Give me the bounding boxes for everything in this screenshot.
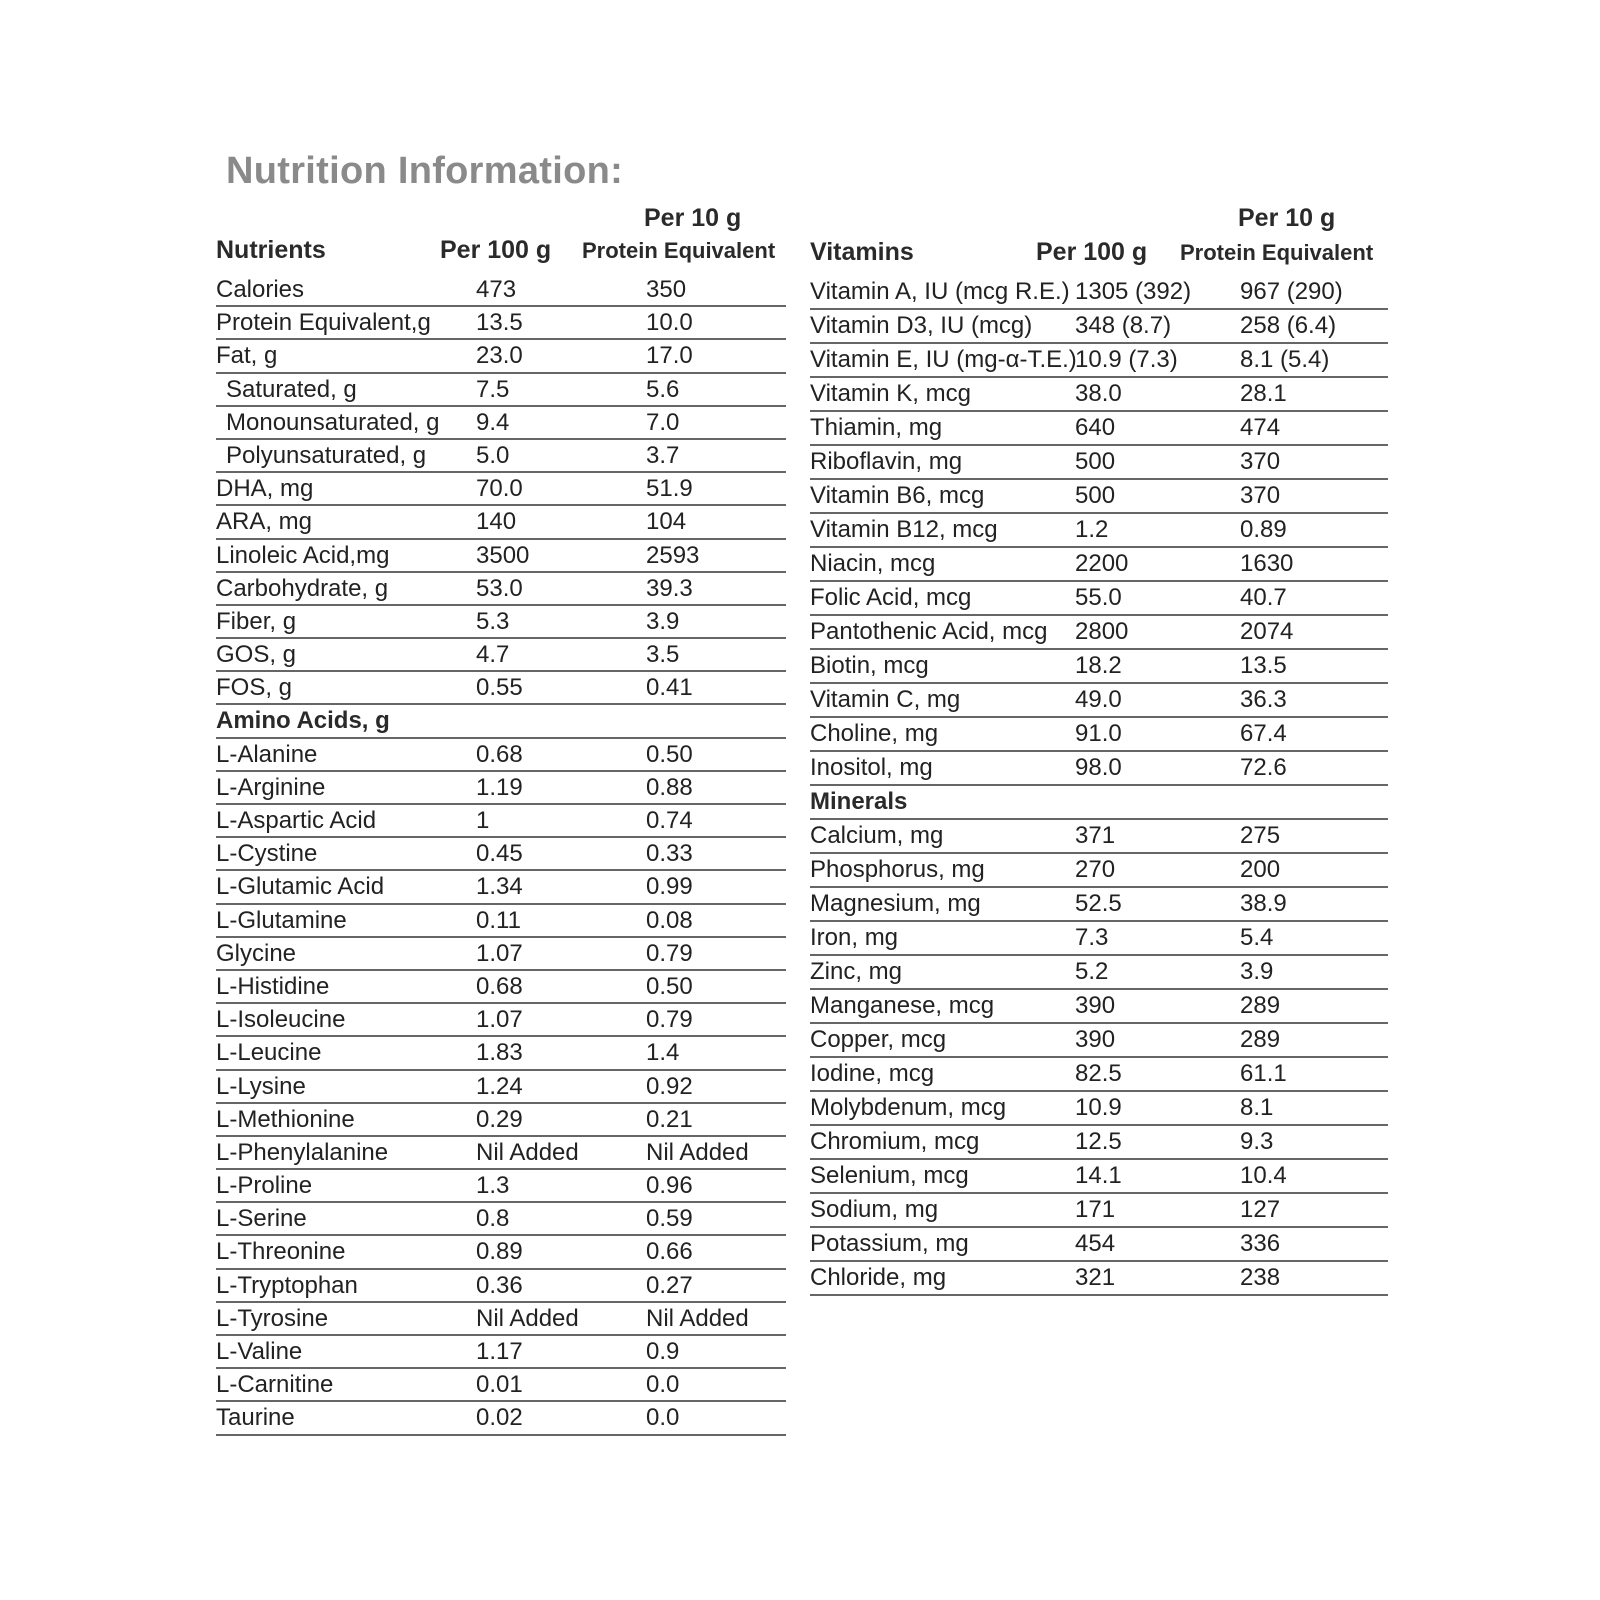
per-10g-value: 1630 [1240,550,1294,577]
table-row [810,412,1388,446]
nutrient-name: L-Cystine [216,840,318,868]
table-row [810,480,1388,514]
per-10g-value: 0.88 [646,773,693,801]
nutrient-name: L-Methionine [216,1105,355,1133]
per-10g-value: 7.0 [646,408,680,436]
nutrient-name: Pantothenic Acid, mcg [810,618,1048,645]
per-10g-value: 0.96 [646,1172,693,1200]
section-label: Minerals [810,788,908,815]
table-row [810,446,1388,480]
table-row [216,606,786,639]
nutrient-name: Iodine, mcg [810,1060,935,1087]
nutrient-name: Chloride, mg [810,1264,947,1291]
section-header-row [810,786,1388,820]
table-row [810,514,1388,548]
nutrient-name: Fat, g [216,342,278,370]
table-row [216,805,786,838]
per-10g-value: 36.3 [1240,686,1287,713]
table-row [810,684,1388,718]
per-10g-value: 38.9 [1240,890,1287,917]
per-100g-value: 140 [476,508,517,536]
per-100g-value: 10.9 (7.3) [1075,346,1178,373]
table-row [810,616,1388,650]
per-10g-value: 0.79 [646,1006,693,1034]
nutrient-name: Vitamin A, IU (mcg R.E.) [810,278,1070,305]
table-row [810,1262,1388,1296]
nutrient-name: L-Isoleucine [216,1006,346,1034]
nutrient-name: L-Lysine [216,1072,306,1100]
per-100g-value: 2800 [1075,618,1129,645]
table-row [810,1126,1388,1160]
table-row [810,582,1388,616]
header-protein-equivalent: Protein Equivalent [1180,240,1374,265]
per-100g-value: 4.7 [476,641,510,669]
per-100g-value: 0.68 [476,972,523,1000]
per-10g-value: 258 (6.4) [1240,312,1337,339]
table-row [216,1170,786,1203]
per-100g-value: 1.07 [476,939,523,967]
nutrient-name: Magnesium, mg [810,890,981,917]
per-10g-value: 9.3 [1240,1128,1274,1155]
nutrient-name: Carbohydrate, g [216,574,389,602]
table-row [810,1160,1388,1194]
per-100g-value: 1.19 [476,773,523,801]
per-100g-value: 0.29 [476,1105,523,1133]
nutrient-name: Vitamin D3, IU (mcg) [810,312,1033,339]
per-10g-value: 3.5 [646,641,680,669]
nutrient-name: Chromium, mcg [810,1128,980,1155]
header-vitamins: Vitamins [810,238,914,266]
per-10g-value: 474 [1240,414,1281,441]
table-row [810,888,1388,922]
per-10g-value: 2593 [646,541,700,569]
nutrient-name: L-Histidine [216,972,330,1000]
per-10g-value: Nil Added [646,1138,749,1166]
table-row [216,905,786,938]
nutrient-name: L-Tyrosine [216,1304,329,1332]
table-row [216,1369,786,1402]
table-row [810,276,1388,310]
nutrient-name: Vitamin K, mcg [810,380,971,407]
per-100g-value: 5.0 [476,441,510,469]
table-row [216,1104,786,1137]
table-row [216,440,786,473]
header-per-100g: Per 100 g [1036,238,1148,266]
per-10g-value: 370 [1240,482,1281,509]
nutrient-name: Polyunsaturated, g [226,441,427,469]
table-row [216,1004,786,1037]
per-100g-value: 5.2 [1075,958,1109,985]
per-100g-value: 640 [1075,414,1116,441]
per-10g-value: Nil Added [646,1304,749,1332]
per-100g-value: 53.0 [476,574,523,602]
table-row [216,340,786,373]
table-row [216,938,786,971]
nutrient-name: L-Leucine [216,1039,322,1067]
nutrient-name: L-Alanine [216,740,318,768]
vitamins-rows [810,276,1388,1296]
per-10g-value: 0.33 [646,840,693,868]
per-100g-value: 371 [1075,822,1116,849]
per-10g-value: 370 [1240,448,1281,475]
nutrient-name: Saturated, g [226,375,357,403]
nutrient-name: L-Valine [216,1338,303,1365]
per-100g-value: 390 [1075,1026,1116,1053]
per-10g-value: 0.41 [646,674,693,702]
per-10g-value: 336 [1240,1230,1281,1257]
nutrient-name: Molybdenum, mcg [810,1094,1007,1121]
per-100g-value: 1.83 [476,1039,523,1067]
nutrient-name: Potassium, mg [810,1230,969,1257]
per-10g-value: 3.9 [1240,958,1274,985]
nutrients-table [216,200,786,1436]
table-row [216,1303,786,1336]
table-row [216,573,786,606]
table-row [216,1203,786,1236]
per-100g-value: 1.17 [476,1338,523,1365]
per-100g-value: 55.0 [1075,584,1122,611]
per-100g-value: 0.89 [476,1238,523,1266]
per-10g-value: 0.74 [646,807,693,834]
per-10g-value: 51.9 [646,475,693,503]
per-10g-value: 967 (290) [1240,278,1343,305]
per-10g-value: 1.4 [646,1039,680,1067]
nutrient-name: Vitamin E, IU (mg-α-T.E.) [810,346,1077,373]
nutrient-name: Selenium, mcg [810,1162,969,1189]
per-10g-value: 0.66 [646,1238,693,1266]
table-row [216,1037,786,1070]
nutrient-name: Fiber, g [216,607,297,635]
per-100g-value: 1305 (392) [1075,278,1192,305]
nutrient-name: Iron, mg [810,924,899,951]
nutrient-name: Sodium, mg [810,1196,939,1223]
per-100g-value: 473 [476,276,517,303]
table-row [810,378,1388,412]
table-row [810,1092,1388,1126]
nutrient-name: L-Phenylalanine [216,1138,389,1166]
per-10g-value: 0.92 [646,1072,693,1100]
per-100g-value: 12.5 [1075,1128,1122,1155]
per-100g-value: 23.0 [476,342,523,370]
per-10g-value: 8.1 (5.4) [1240,346,1330,373]
nutrient-name: FOS, g [216,674,293,702]
table-row [216,307,786,340]
per-100g-value: 5.3 [476,607,510,635]
per-10g-value: 0.21 [646,1105,693,1133]
nutrient-name: L-Carnitine [216,1371,334,1399]
per-10g-value: 3.7 [646,441,680,469]
vitamins-table-header [810,200,1388,276]
per-100g-value: 390 [1075,992,1116,1019]
table-row [810,310,1388,344]
per-10g-value: 104 [646,508,687,536]
table-row [810,854,1388,888]
table-row [216,1270,786,1303]
table-row [216,838,786,871]
per-10g-value: 0.0 [646,1371,680,1399]
per-10g-value: 0.08 [646,906,693,934]
nutrient-name: ARA, mg [216,508,313,536]
per-10g-value: 200 [1240,856,1281,883]
header-protein-equivalent: Protein Equivalent [582,238,776,263]
nutrient-name: Vitamin B6, mcg [810,482,985,509]
table-row [216,1402,786,1435]
per-10g-value: 0.59 [646,1205,693,1233]
table-row [216,506,786,539]
table-row [810,1194,1388,1228]
table-row [216,1137,786,1170]
nutrients-table-header [216,200,786,274]
per-10g-value: 0.89 [1240,516,1287,543]
per-10g-value: 0.27 [646,1271,693,1299]
table-row [216,672,786,705]
per-100g-value: 0.45 [476,840,523,868]
table-row [810,922,1388,956]
nutrient-name: Biotin, mcg [810,652,929,679]
nutrient-name: Thiamin, mg [810,414,943,441]
nutrient-name: Calcium, mg [810,822,944,849]
per-100g-value: 52.5 [1075,890,1122,917]
nutrient-name: L-Serine [216,1205,307,1233]
table-row [216,871,786,904]
per-100g-value: 0.01 [476,1371,523,1399]
per-100g-value: 171 [1075,1196,1116,1223]
table-row [216,407,786,440]
per-100g-value: 1.34 [476,873,523,901]
per-10g-value: 0.0 [646,1404,680,1432]
per-100g-value: 0.36 [476,1271,523,1299]
table-row [216,274,786,307]
per-10g-value: 5.4 [1240,924,1274,951]
per-100g-value: 270 [1075,856,1116,883]
per-10g-value: 289 [1240,992,1281,1019]
nutrient-name: Inositol, mg [810,754,933,781]
table-row [810,1024,1388,1058]
per-100g-value: 3500 [476,541,530,569]
table-row [810,718,1388,752]
table-row [216,639,786,672]
nutrient-name: Zinc, mg [810,958,903,985]
per-10g-value: 39.3 [646,574,693,602]
per-10g-value: 10.0 [646,309,693,337]
nutrients-rows [216,274,786,1436]
nutrient-name: Folic Acid, mcg [810,584,972,611]
per-10g-value: 0.50 [646,972,693,1000]
per-10g-value: 350 [646,276,687,303]
per-10g-value: 238 [1240,1264,1281,1291]
nutrient-name: Choline, mg [810,720,939,747]
per-100g-value: 0.11 [476,906,521,934]
per-10g-value: 3.9 [646,607,680,635]
nutrient-name: Vitamin C, mg [810,686,961,713]
per-10g-value: 275 [1240,822,1281,849]
table-row [216,739,786,772]
per-10g-value: 0.9 [646,1338,680,1365]
nutrient-name: L-Arginine [216,773,326,801]
per-10g-value: 17.0 [646,342,693,370]
per-100g-value: 0.8 [476,1205,510,1233]
vitamins-table [810,200,1388,1296]
per-10g-value: 5.6 [646,375,680,403]
per-100g-value: Nil Added [476,1138,579,1166]
per-10g-value: 0.50 [646,740,693,768]
table-row [810,752,1388,786]
per-100g-value: 98.0 [1075,754,1122,781]
per-100g-value: 0.55 [476,674,523,702]
per-10g-value: 8.1 [1240,1094,1274,1121]
per-10g-value: 40.7 [1240,584,1287,611]
per-100g-value: Nil Added [476,1304,579,1332]
table-row [216,971,786,1004]
table-row [810,344,1388,378]
table-row [216,473,786,506]
per-10g-value: 67.4 [1240,720,1287,747]
section-header-row [216,705,786,738]
nutrient-name: GOS, g [216,641,297,669]
per-100g-value: 91.0 [1075,720,1122,747]
table-row [216,374,786,407]
table-row [810,820,1388,854]
table-row [810,548,1388,582]
per-100g-value: 1 [476,807,490,834]
nutrient-name: L-Glutamic Acid [216,873,385,901]
nutrient-name: DHA, mg [216,475,314,503]
per-10g-value: 28.1 [1240,380,1287,407]
header-per-10g: Per 10 g [644,204,742,232]
nutrient-name: L-Threonine [216,1238,346,1266]
table-row [810,650,1388,684]
per-100g-value: 7.3 [1075,924,1109,951]
per-100g-value: 321 [1075,1264,1116,1291]
per-100g-value: 348 (8.7) [1075,312,1172,339]
table-row [810,956,1388,990]
header-per-10g: Per 10 g [1238,204,1336,232]
nutrient-name: Copper, mcg [810,1026,947,1053]
per-100g-value: 70.0 [476,475,523,503]
per-100g-value: 82.5 [1075,1060,1122,1087]
per-100g-value: 2200 [1075,550,1129,577]
header-nutrients: Nutrients [216,236,326,264]
per-10g-value: 61.1 [1240,1060,1287,1087]
per-100g-value: 1.2 [1075,516,1109,543]
per-100g-value: 9.4 [476,408,510,436]
page-title: Nutrition Information: [226,150,624,192]
nutrient-name: L-Tryptophan [216,1271,358,1299]
nutrient-name: Riboflavin, mg [810,448,963,475]
per-100g-value: 10.9 [1075,1094,1122,1121]
table-row [810,1058,1388,1092]
table-row [810,990,1388,1024]
nutrient-name: L-Proline [216,1172,313,1200]
per-10g-value: 72.6 [1240,754,1287,781]
per-100g-value: 1.07 [476,1006,523,1034]
nutrient-name: Taurine [216,1404,295,1432]
per-100g-value: 0.68 [476,740,523,768]
nutrient-name: Vitamin B12, mcg [810,516,998,543]
nutrient-name: L-Glutamine [216,906,347,934]
per-100g-value: 500 [1075,448,1116,475]
per-10g-value: 127 [1240,1196,1281,1223]
section-label: Amino Acids, g [216,707,390,735]
nutrient-name: L-Aspartic Acid [216,807,377,834]
nutrient-name: Calories [216,276,305,303]
per-100g-value: 1.3 [476,1172,510,1200]
per-10g-value: 2074 [1240,618,1294,645]
header-per-100g: Per 100 g [440,236,552,264]
nutrient-name: Niacin, mcg [810,550,936,577]
per-100g-value: 7.5 [476,375,510,403]
per-100g-value: 14.1 [1075,1162,1122,1189]
per-100g-value: 1.24 [476,1072,523,1100]
table-row [216,540,786,573]
nutrient-name: Protein Equivalent,g [216,309,431,337]
per-100g-value: 49.0 [1075,686,1122,713]
per-100g-value: 18.2 [1075,652,1122,679]
per-10g-value: 13.5 [1240,652,1287,679]
nutrient-name: Phosphorus, mg [810,856,985,883]
per-100g-value: 13.5 [476,309,523,337]
nutrient-name: Linoleic Acid,mg [216,541,390,569]
per-100g-value: 38.0 [1075,380,1122,407]
per-10g-value: 289 [1240,1026,1281,1053]
table-row [216,1236,786,1269]
nutrient-name: Monounsaturated, g [226,408,440,436]
per-10g-value: 10.4 [1240,1162,1287,1189]
per-10g-value: 0.79 [646,939,693,967]
table-row [216,1071,786,1104]
table-row [216,1336,786,1369]
per-100g-value: 454 [1075,1230,1116,1257]
nutrient-name: Glycine [216,939,297,967]
per-100g-value: 0.02 [476,1404,523,1432]
table-row [216,772,786,805]
per-100g-value: 500 [1075,482,1116,509]
table-row [810,1228,1388,1262]
nutrient-name: Manganese, mcg [810,992,995,1019]
per-10g-value: 0.99 [646,873,693,901]
